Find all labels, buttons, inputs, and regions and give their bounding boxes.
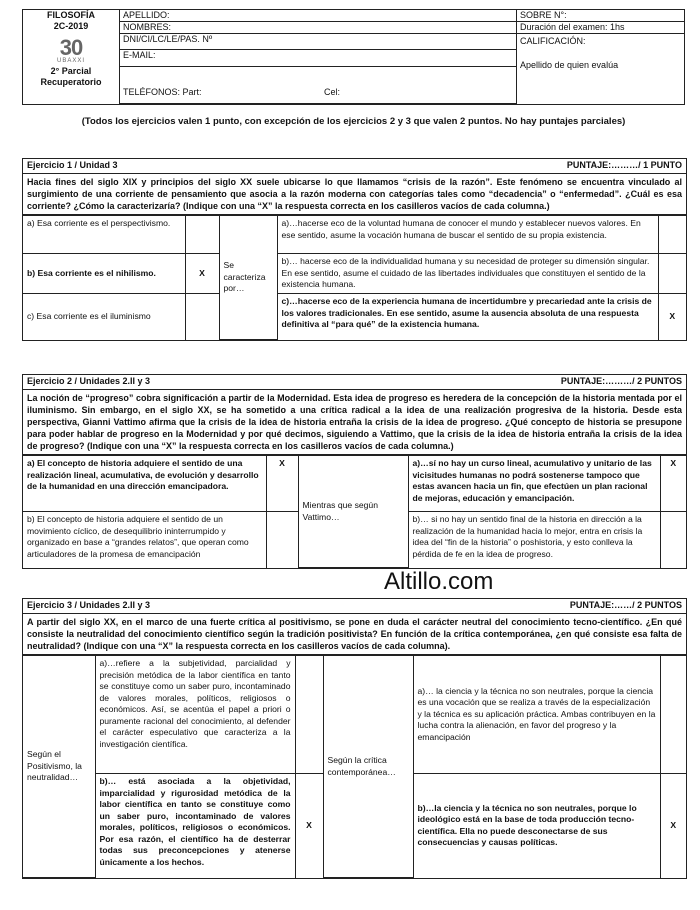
scoring-note: (Todos los ejercicios valen 1 punto, con excepción de los ejercicios 2 y 3 que valen 2 puntos. No hay puntajes parciales) xyxy=(81,116,626,127)
ex3-right-option-a: a)… la ciencia y la técnica no son neutrales, porque la ciencia es una vocación que se realiza a través de la especialización y la técnica es su aplicación práctica. Ambas contribuyen en la lucha contra la alienación, en favor del progreso y la emancipación xyxy=(413,656,660,774)
ex2-right-mark-b[interactable] xyxy=(660,512,686,568)
exercise-2-header xyxy=(23,375,686,390)
ex3-left-option-a: a)…refiere a la subjetividad, parcialidad y precisión metódica de la labor científica en tanto se constituye como un saber puro, incontaminado de valores morales, políticos, religiosos o económicos. Así, se acentúa el papel a priori o puramente racional del conocimiento, al defender el carácter especulativo que caracteriza a la investigación científica. xyxy=(95,656,295,774)
ex1-left-mark-a[interactable] xyxy=(185,216,219,254)
ex1-middle-label: Se caracteriza por… xyxy=(219,216,277,340)
ex3-left-mark-a[interactable] xyxy=(295,656,323,774)
ex2-left-option-b: b) El concepto de historia adquiere el sentido de un movimiento cíclico, de desequilibrio ininterrumpido y organizado en base a “grandes relatos”, que operan como articuladores de la promesa de emancipación xyxy=(23,512,266,568)
exercise-3-options xyxy=(23,655,686,878)
duracion-label: Duración del examen: 1hs xyxy=(517,22,685,34)
logo-text: UBAXXI xyxy=(56,58,85,64)
ex1-right-mark-b[interactable] xyxy=(658,254,686,294)
ex1-left-option-a: a) Esa corriente es el perspectivismo. xyxy=(23,216,185,254)
exercise-3-header xyxy=(23,599,686,614)
ex1-right-mark-c[interactable]: X xyxy=(658,294,686,340)
exercise-3-score: PUNTAJE:……/ 2 PUNTOS xyxy=(569,600,682,610)
exercise-2-question: La noción de “progreso” cobra significación a partir de la Modernidad. Esta idea de progreso es heredera de la concepción de la historia mentada por el iluminismo. Sin embargo, en el siglo XX, se ha sometido a una crítica radical a la idea de una realización progresiva de la historia. Desde esta perspectiva, Gianni Vattimo afirma que la crisis de la idea de historia entraña la crisis de la idea de progreso. ¿Qué concepto de historia se presupone para poder hablar de progreso en la Modernidad y por qué decimos, siguiendo a Vattimo, que la crisis de la idea de historia entraña la crisis de la idea de progreso? (Indique con una “X” la respuesta correcta en los casilleros vacíos de cada columna.) xyxy=(23,390,686,455)
exercise-1-score: PUNTAJE:………/ 1 PUNTO xyxy=(566,160,682,170)
exercise-2 xyxy=(22,374,687,569)
ex3-right-option-b: b)…la ciencia y la técnica no son neutrales, porque lo ideológico está en la base de toda producción tecno-científica. Ella no puede desconectarse de sus consecuencias y causas políticas. xyxy=(413,774,660,878)
exercise-2-score: PUNTAJE:………/ 2 PUNTOS xyxy=(560,376,682,386)
evaluador-label: Apellido de quien evalúa xyxy=(520,60,619,70)
exercise-3-title: Ejercicio 3 / Unidades 2.II y 3 xyxy=(27,600,151,610)
ex1-left-option-c: c) Esa corriente es el iluminismo xyxy=(23,294,185,340)
apellido-field[interactable]: APELLIDO: xyxy=(120,10,517,22)
telefonos-field[interactable] xyxy=(120,67,517,104)
altillo-watermark: Altillo.com xyxy=(384,568,494,595)
ex2-right-mark-a[interactable]: X xyxy=(660,456,686,512)
ex2-left-option-a: a) El concepto de historia adquiere el sentido de una realización lineal, acumulativa, de evolución y desarrollo de la humanidad en una dirección emancipadora. xyxy=(23,456,266,512)
sobre-field[interactable]: SOBRE N°: xyxy=(517,10,685,22)
ex1-right-option-a: a)…hacerse eco de la voluntad humana de conocer el mundo y establecer nuevos valores. En ese sentido, asume la vocación humana de buscar el sentido de su propia existencia. xyxy=(277,216,658,254)
ex2-left-mark-b[interactable] xyxy=(266,512,298,568)
exercise-3-question: A partir del siglo XX, en el marco de una fuerte crítica al positivismo, se pone en duda el carácter neutral del conocimiento tecno-científico. ¿En qué consiste la neutralidad del conocimiento científico según la tradición positivista? En función de la crítica contemporánea, ¿en qué consiste esa falta de neutralidad? (Indique con una “X” la respuesta correcta en los casilleros vacíos de cada columna). xyxy=(23,614,686,655)
exercise-1 xyxy=(22,158,687,341)
ex3-left-label: Según el Positivismo, la neutralidad… xyxy=(23,656,95,878)
ex3-left-mark-b[interactable]: X xyxy=(295,774,323,878)
ex1-right-option-c: c)…hacerse eco de la experiencia humana de incertidumbre y precariedad ante la crisis de los valores tradicionales. En ese sentido, asume la ausencia absoluta de una respuesta definitiva al “para qué” de la existencia humana. xyxy=(277,294,658,340)
exercise-1-question: Hacia fines del siglo XIX y principios del siglo XX suele ubicarse lo que llamamos “crisis de la razón”. Este fenómeno se encuentra vinculado al surgimiento de una corriente de pensamiento que asocia a la razón moderna con categorías tales como “decadencia” o “enfermedad”. ¿Cuál es esa corriente? ¿Cómo la caracterizaría? (Indique con una “X” la respuesta correcta en los casilleros vacíos de cada columna.) xyxy=(23,174,686,215)
email-field[interactable]: E-MAIL: xyxy=(120,50,517,67)
exercise-1-options xyxy=(23,215,686,340)
ex1-left-mark-b[interactable]: X xyxy=(185,254,219,294)
ex3-left-option-b: b)… está asociada a la objetividad, imparcialidad y rigurosidad metódica de la labor científica en tanto se constituye como un saber puro, incontaminado de valores morales, políticos, religiosos o económicos. Por esa razón, el científico ha de desterrar todas sus preconcepciones y atenerse únicamente a los hechos. xyxy=(95,774,295,878)
calificacion-label: CALIFICACIÓN: xyxy=(520,36,586,46)
ex1-left-mark-c[interactable] xyxy=(185,294,219,340)
ex3-right-mark-b[interactable]: X xyxy=(660,774,686,878)
ex2-right-option-b: b)… si no hay un sentido final de la historia en dirección a la realización de la humanidad hacia lo mejor, entra en crisis la idea del “fin de la historia” o poshistoria, y esto conlleva la pérdida de fe en la idea de progreso. xyxy=(408,512,660,568)
ex1-left-option-b: b) Esa corriente es el nihilismo. xyxy=(23,254,185,294)
calificacion-cell xyxy=(517,34,685,105)
course-code: 2C-2019 xyxy=(53,21,89,31)
dni-field[interactable]: DNI/CI/LC/LE/PAS. Nº xyxy=(120,34,517,50)
ex3-right-mark-a[interactable] xyxy=(660,656,686,774)
ex2-left-mark-a[interactable]: X xyxy=(266,456,298,512)
nombres-field[interactable]: NOMBRES: xyxy=(120,22,517,34)
ubaxxi-logo xyxy=(23,35,119,64)
telefonos-label: TELÉFONOS: Part: xyxy=(123,87,202,97)
exam-name: 2° Parcial Recuperatorio xyxy=(40,66,102,87)
exercise-1-header xyxy=(23,159,686,174)
subject-cell xyxy=(23,10,120,105)
subject-title: FILOSOFÍA xyxy=(47,10,95,20)
exercise-2-options xyxy=(23,455,686,568)
ex2-right-option-a: a)…sí no hay un curso lineal, acumulativo y unitario de las vicisitudes humanas no podrá sostenerse tampoco que estas avancen hacia un fin, que efectúen un plan racional de mejoras, educación y emancipación. xyxy=(408,456,660,512)
exercise-1-title: Ejercicio 1 / Unidad 3 xyxy=(27,160,118,170)
logo-number: 30 xyxy=(59,35,83,60)
exercise-2-title: Ejercicio 2 / Unidades 2.II y 3 xyxy=(27,376,151,386)
exercise-3 xyxy=(22,598,687,879)
ex3-middle-label: Según la crítica contemporánea… xyxy=(323,656,413,878)
ex1-right-option-b: b)… hacerse eco de la individualidad humana y su necesidad de proteger su dimensión singular. En ese sentido, asume el cuidado de las libertades individuales que constituyen el sentido de la existencia humana. xyxy=(277,254,658,294)
exam-header xyxy=(22,9,685,105)
cel-label: Cel: xyxy=(324,87,341,97)
ex2-middle-label: Mientras que según Vattimo… xyxy=(298,456,408,568)
ex1-right-mark-a[interactable] xyxy=(658,216,686,254)
